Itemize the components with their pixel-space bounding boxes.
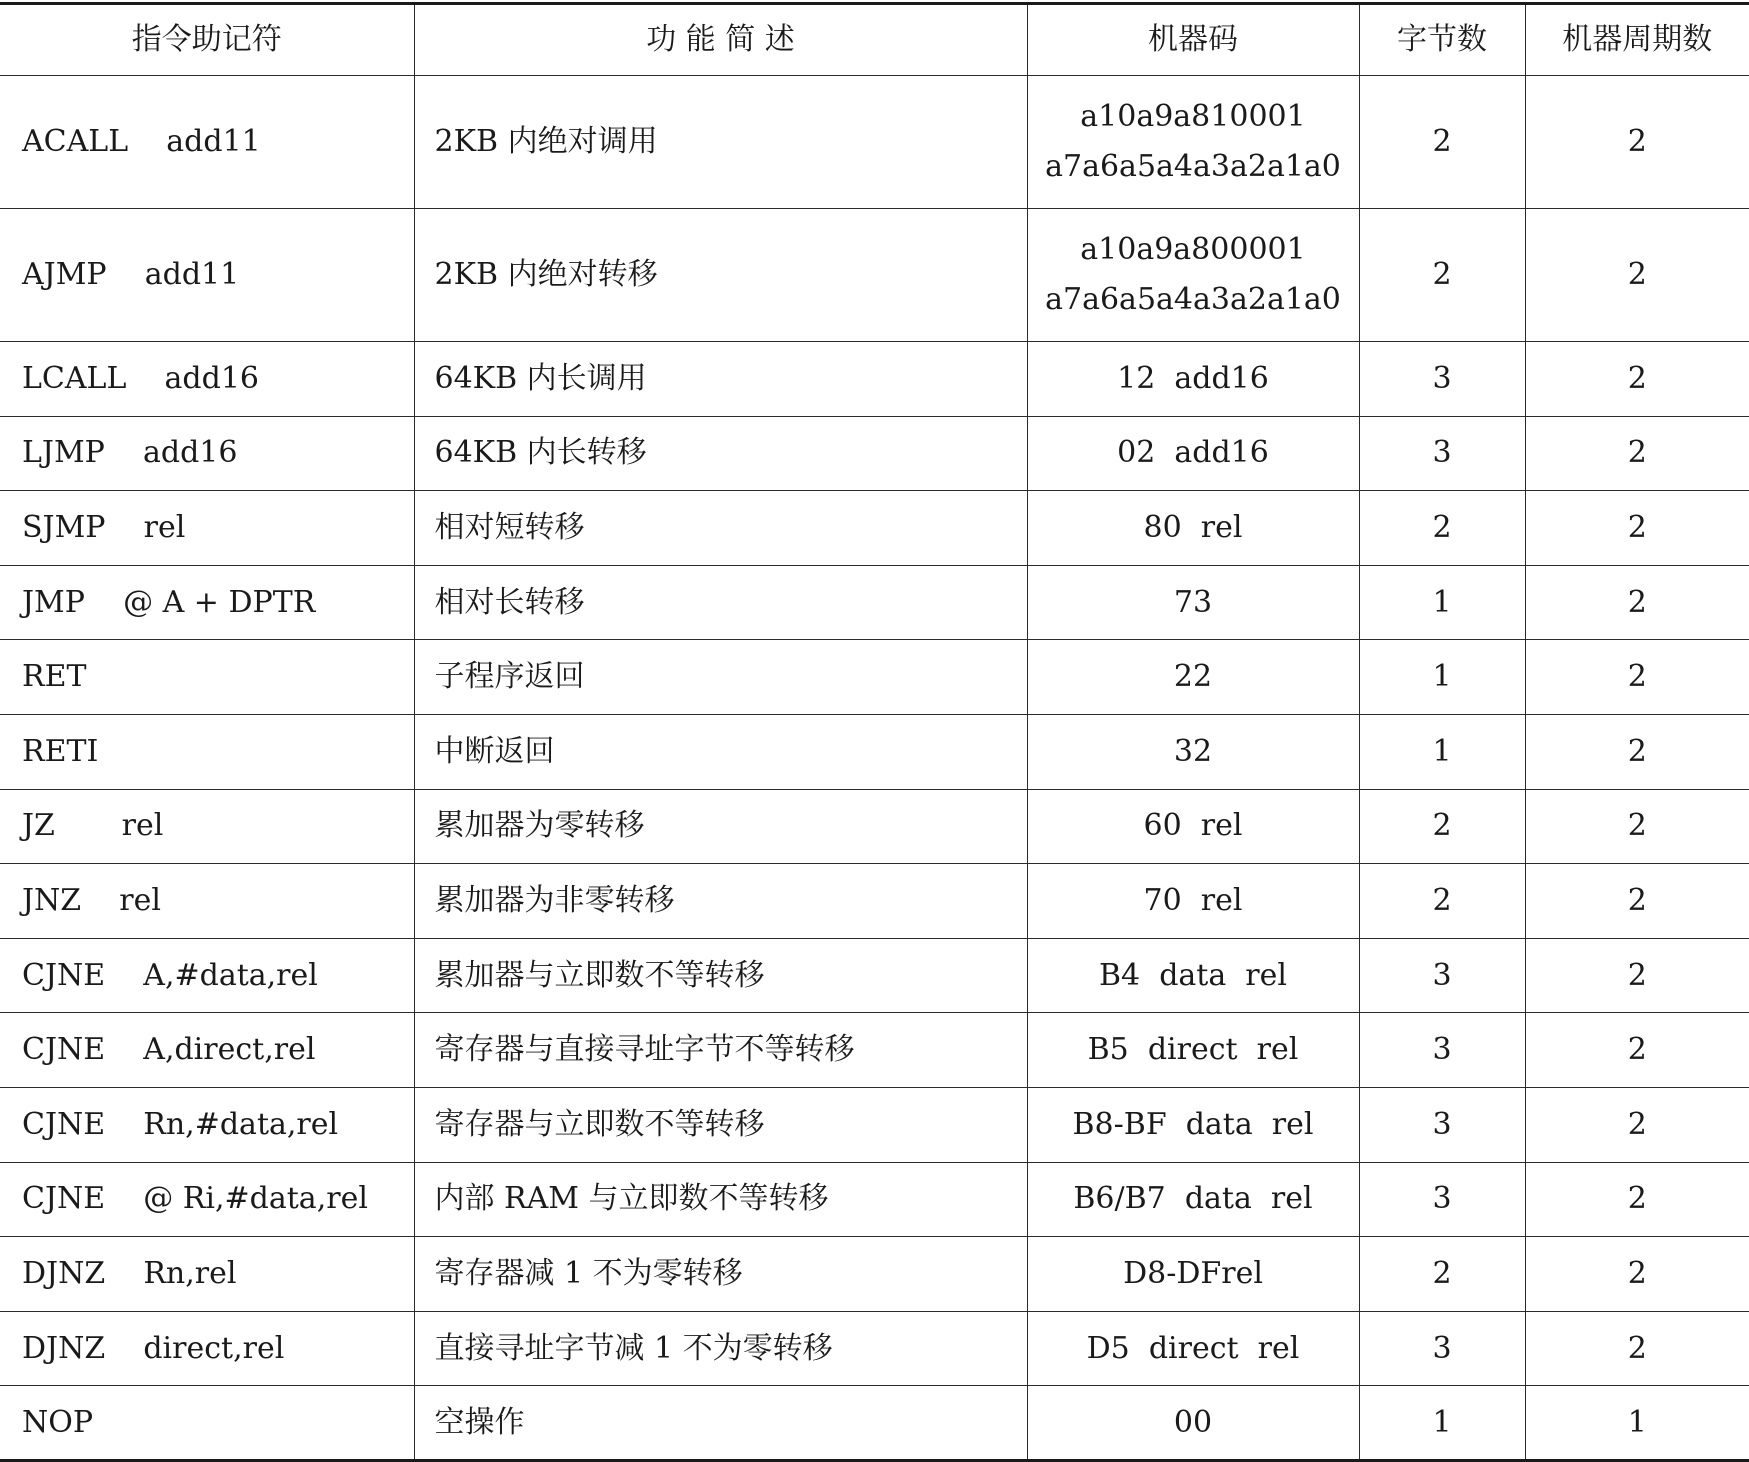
- description-cell: 中断返回: [414, 714, 1027, 789]
- header-cycles: 机器周期数: [1525, 4, 1749, 76]
- table-row: [0, 491, 1749, 566]
- mnemonic-cell: DJNZ Rn,rel: [0, 1237, 414, 1312]
- mnemonic-cell: CJNE Rn,#data,rel: [0, 1087, 414, 1162]
- table-row: [0, 1237, 1749, 1312]
- machine-code-line: 80 rel: [1143, 509, 1243, 545]
- cycles-cell: 2: [1525, 714, 1749, 789]
- mnemonic-cell: JMP @ A + DPTR: [0, 565, 414, 640]
- bytes-cell: 2: [1359, 209, 1525, 342]
- machine-code-line: 12 add16: [1117, 360, 1269, 396]
- mnemonic-cell: AJMP add11: [0, 209, 414, 342]
- mnemonic-cell: RETI: [0, 714, 414, 789]
- table-row: [0, 640, 1749, 715]
- cycles-cell: 1: [1525, 1386, 1749, 1461]
- machine-code-line: B4 data rel: [1099, 957, 1287, 993]
- mnemonic-cell: ACALL add11: [0, 76, 414, 209]
- bytes-cell: 1: [1359, 714, 1525, 789]
- cycles-cell: 2: [1525, 1087, 1749, 1162]
- table-row: [0, 416, 1749, 491]
- bytes-cell: 3: [1359, 1013, 1525, 1088]
- bytes-cell: 1: [1359, 640, 1525, 715]
- description-cell: 相对长转移: [414, 565, 1027, 640]
- cycles-cell: 2: [1525, 640, 1749, 715]
- machine-code-line: B8-BF data rel: [1072, 1106, 1314, 1142]
- machine-code-cell: [1027, 640, 1359, 715]
- table-row: [0, 938, 1749, 1013]
- cycles-cell: 2: [1525, 565, 1749, 640]
- description-cell: 累加器与立即数不等转移: [414, 938, 1027, 1013]
- machine-code-cell: [1027, 1386, 1359, 1461]
- table-row: [0, 789, 1749, 864]
- mnemonic-cell: DJNZ direct,rel: [0, 1311, 414, 1386]
- machine-code-line: B5 direct rel: [1087, 1032, 1299, 1068]
- machine-code-line: a7a6a5a4a3a2a1a0: [1045, 282, 1341, 317]
- machine-code-cell: [1027, 938, 1359, 1013]
- description-cell: 累加器为零转移: [414, 789, 1027, 864]
- table-row: [0, 714, 1749, 789]
- cycles-cell: 2: [1525, 209, 1749, 342]
- mnemonic-cell: JNZ rel: [0, 864, 414, 939]
- description-cell: 寄存器减 1 不为零转移: [414, 1237, 1027, 1312]
- bytes-cell: 2: [1359, 864, 1525, 939]
- machine-code-cell: [1027, 1237, 1359, 1312]
- mnemonic-cell: LJMP add16: [0, 416, 414, 491]
- cycles-cell: 2: [1525, 1162, 1749, 1237]
- bytes-cell: 2: [1359, 76, 1525, 209]
- bytes-cell: 1: [1359, 1386, 1525, 1461]
- cycles-cell: 2: [1525, 342, 1749, 417]
- table-row: [0, 1162, 1749, 1237]
- cycles-cell: 2: [1525, 1013, 1749, 1088]
- table-row: [0, 1013, 1749, 1088]
- description-cell: 寄存器与立即数不等转移: [414, 1087, 1027, 1162]
- machine-code-cell: [1027, 1013, 1359, 1088]
- machine-code-cell: [1027, 416, 1359, 491]
- machine-code-cell: [1027, 342, 1359, 417]
- description-cell: 2KB 内绝对调用: [414, 76, 1027, 209]
- machine-code-line: 60 rel: [1143, 808, 1243, 844]
- machine-code-cell: [1027, 1087, 1359, 1162]
- bytes-cell: 3: [1359, 1162, 1525, 1237]
- machine-code-cell: [1027, 714, 1359, 789]
- mnemonic-cell: CJNE @ Ri,#data,rel: [0, 1162, 414, 1237]
- mnemonic-cell: RET: [0, 640, 414, 715]
- mnemonic-cell: CJNE A,#data,rel: [0, 938, 414, 1013]
- machine-code-line: 32: [1173, 733, 1213, 769]
- machine-code-line: D8-DFrel: [1123, 1255, 1263, 1291]
- bytes-cell: 3: [1359, 1087, 1525, 1162]
- machine-code-line: a10a9a800001: [1080, 232, 1306, 267]
- machine-code-cell: [1027, 209, 1359, 342]
- machine-code-line: a7a6a5a4a3a2a1a0: [1045, 149, 1341, 184]
- machine-code-cell: [1027, 864, 1359, 939]
- header-bytes: 字节数: [1359, 4, 1525, 76]
- machine-code-line: 70 rel: [1143, 882, 1243, 918]
- cycles-cell: 2: [1525, 1237, 1749, 1312]
- description-cell: 2KB 内绝对转移: [414, 209, 1027, 342]
- machine-code-line: D5 direct rel: [1086, 1330, 1300, 1366]
- table-row: [0, 565, 1749, 640]
- description-cell: 64KB 内长调用: [414, 342, 1027, 417]
- description-cell: 相对短转移: [414, 491, 1027, 566]
- mnemonic-cell: SJMP rel: [0, 491, 414, 566]
- mnemonic-cell: LCALL add16: [0, 342, 414, 417]
- cycles-cell: 2: [1525, 864, 1749, 939]
- instruction-table: [0, 2, 1749, 1462]
- header-description: 功 能 简 述: [414, 4, 1027, 76]
- bytes-cell: 2: [1359, 789, 1525, 864]
- table-row: [0, 1087, 1749, 1162]
- header-row: [0, 4, 1749, 76]
- header-mnemonic: 指令助记符: [0, 4, 414, 76]
- bytes-cell: 3: [1359, 1311, 1525, 1386]
- mnemonic-cell: CJNE A,direct,rel: [0, 1013, 414, 1088]
- cycles-cell: 2: [1525, 491, 1749, 566]
- description-cell: 累加器为非零转移: [414, 864, 1027, 939]
- bytes-cell: 2: [1359, 1237, 1525, 1312]
- machine-code-cell: [1027, 491, 1359, 566]
- table-row: [0, 342, 1749, 417]
- machine-code-cell: [1027, 1162, 1359, 1237]
- table-row: [0, 1386, 1749, 1461]
- description-cell: 64KB 内长转移: [414, 416, 1027, 491]
- bytes-cell: 3: [1359, 416, 1525, 491]
- bytes-cell: 3: [1359, 938, 1525, 1013]
- machine-code-line: B6/B7 data rel: [1073, 1181, 1313, 1217]
- machine-code-line: 73: [1173, 584, 1213, 620]
- description-cell: 寄存器与直接寻址字节不等转移: [414, 1013, 1027, 1088]
- description-cell: 内部 RAM 与立即数不等转移: [414, 1162, 1027, 1237]
- header-machine-code: 机器码: [1027, 4, 1359, 76]
- bytes-cell: 2: [1359, 491, 1525, 566]
- cycles-cell: 2: [1525, 789, 1749, 864]
- table-row: [0, 1311, 1749, 1386]
- machine-code-cell: [1027, 76, 1359, 209]
- table-row: [0, 209, 1749, 342]
- bytes-cell: 3: [1359, 342, 1525, 417]
- table-body: [0, 76, 1749, 1461]
- machine-code-line: 00: [1173, 1404, 1213, 1440]
- table-row: [0, 864, 1749, 939]
- cycles-cell: 2: [1525, 416, 1749, 491]
- cycles-cell: 2: [1525, 938, 1749, 1013]
- machine-code-cell: [1027, 565, 1359, 640]
- table-row: [0, 76, 1749, 209]
- cycles-cell: 2: [1525, 1311, 1749, 1386]
- description-cell: 直接寻址字节减 1 不为零转移: [414, 1311, 1027, 1386]
- mnemonic-cell: JZ rel: [0, 789, 414, 864]
- machine-code-line: a10a9a810001: [1080, 99, 1306, 134]
- bytes-cell: 1: [1359, 565, 1525, 640]
- machine-code-line: 02 add16: [1117, 435, 1269, 471]
- machine-code-cell: [1027, 789, 1359, 864]
- cycles-cell: 2: [1525, 76, 1749, 209]
- description-cell: 子程序返回: [414, 640, 1027, 715]
- mnemonic-cell: NOP: [0, 1386, 414, 1461]
- description-cell: 空操作: [414, 1386, 1027, 1461]
- machine-code-line: 22: [1173, 659, 1213, 695]
- machine-code-cell: [1027, 1311, 1359, 1386]
